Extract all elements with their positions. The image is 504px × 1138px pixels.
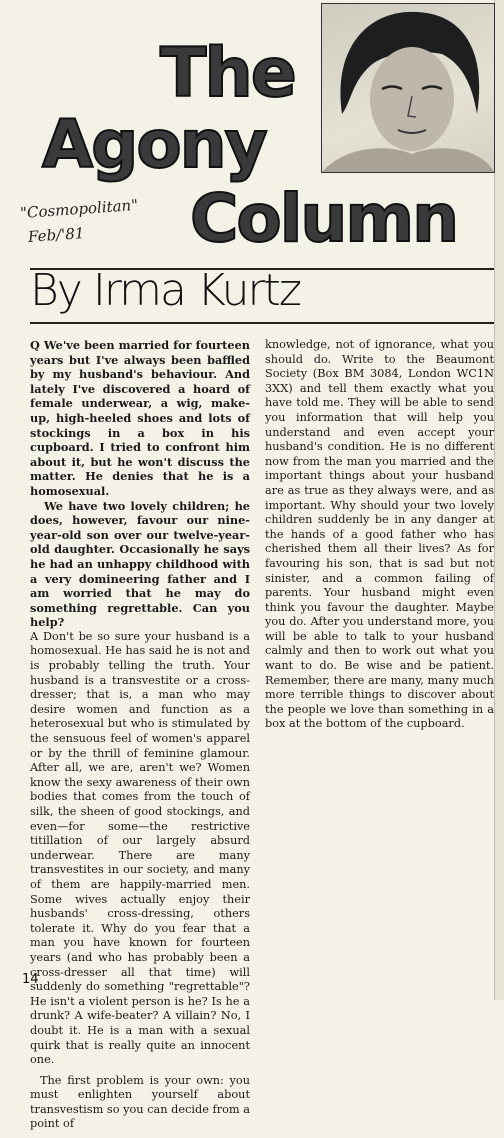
handwritten-source: "Cosmopolitan" <box>19 195 139 223</box>
handwritten-date: Feb/'81 <box>27 224 85 246</box>
title-agony: Agony <box>42 106 266 183</box>
answer-paragraph: The first problem is your own: you must enlighten yourself about transvestism so you can decide from a point of <box>30 1073 250 1131</box>
page-edge <box>494 0 504 1000</box>
columnist-answer <box>30 630 250 1132</box>
reader-question <box>30 338 250 630</box>
question-paragraph: We have two lovely children; he does, however, favour our nine-year-old son over our twelve-year-old daughter. Occasionally he says he had an unhappy childhood with a very domineering father and I am worried that he may do something regrettable. Can you help? <box>30 498 250 630</box>
answer-paragraph: A Don't be so sure your husband is a homosexual. He has said he is not and is probably telling the truth. Your husband is a transvestite or a cross-dresser; that is, a man who may desire women and function as a heterosexual but who is stimulated by the sensuous feel of women's apparel or by the thrill of feminine glamour. After all, we are, aren't we? Women know the sexy awareness of their own bodies that comes from the touch of silk, the sheen of good stockings, and even—for some—the restrictive titillation of our largely absurd underwear. There are many transvestites in our society, and many of them are happily-married men. Some wives actually enjoy their husbands' cross-dressing, others tolerate it. Why do you fear that a man you have known for fourteen years (and who has probably been a cross-dresser all that time) will suddenly do something "regrettable"? He isn't a violent person is he? Is he a drunk? A wife-beater? A villain? No, I doubt it. He is a man with a sexual quirk that is really quite an innocent one. <box>30 629 250 1067</box>
author-photo <box>321 3 495 173</box>
title-column: Column <box>190 180 458 257</box>
question-paragraph: Q We've been married for fourteen years but I've always been baffled by my husband's behaviour. And lately I've discovered a hoard of female underwear, a wig, make-up, high-heeled shoes and lots of stockings in a box in his cupboard. I tried to confront him about it, but he won't discuss the matter. He denies that he is a homosexual. <box>30 338 250 498</box>
byline-rule-bottom <box>30 322 494 324</box>
answer-paragraph-continued: knowledge, not of ignorance, what you should do. Write to the Beaumont Society (Box BM 3084, London WC1N 3XX) and tell them exactly what you have told me. They will be able to send you information that will help you understand and even accept your husband's condition. He is no different now from the man you married and the important things about your husband are as true as they always were, and as important. Why should your two lovely children suddenly be in any danger at the hands of a good father who has cherished them all their lives? As for favouring his son, that is sad but not sinister, and a common failing of parents. Your husband might even think you favour the daughter. Maybe you do. After you understand more, you will be able to talk to your husband calmly and then to work out what you want to do. Be wise and be patient. Remember, there are many, many much more terrible things to discover about the people we love than something in a box at the bottom of the cupboard. <box>265 338 494 731</box>
byline: By Irma Kurtz <box>30 265 300 316</box>
title-the: The <box>160 34 295 113</box>
page-number: 14 <box>22 972 39 987</box>
article-column-left <box>30 338 250 1138</box>
article-column-right <box>265 338 494 738</box>
